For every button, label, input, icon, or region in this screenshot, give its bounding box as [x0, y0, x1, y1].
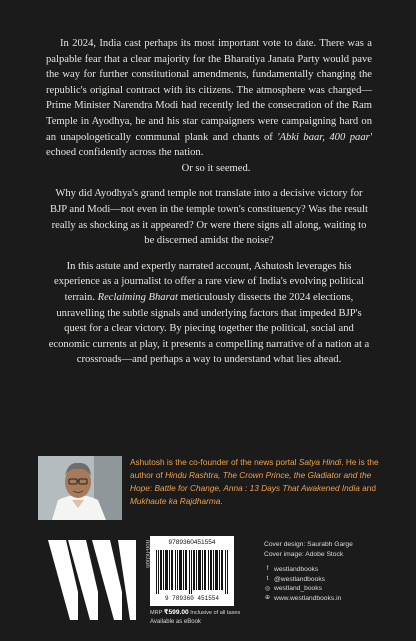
blurb-text: In this astute and expertly narrated account, Ashutosh leverages his experience as a journalist to offer a rare view of India's evolving political terrain. — [54, 260, 364, 303]
book-title: Reclaiming Bharat — [97, 291, 178, 303]
blurb-line: echoed confidently across the nation. — [46, 147, 204, 159]
bio-text: . He is the author of — [130, 457, 379, 480]
genre-label: non-fiction — [144, 540, 150, 568]
isbn-number: 9789360451554 — [168, 539, 216, 546]
blurb-line: In 2024, India cast perhaps its most important vote to date. — [60, 38, 317, 49]
cover-design-credit: Cover design: Saurabh Garge — [264, 541, 353, 548]
ebook-note: Available as eBook — [150, 619, 201, 625]
credits — [264, 540, 394, 604]
mrp-label: MRP — [150, 610, 163, 616]
blurb-line: Or so it seemed. — [181, 162, 251, 174]
globe-icon: ⊕ — [264, 595, 271, 602]
barcode — [150, 536, 234, 606]
website-url: www.westlandbooks.in — [274, 594, 342, 602]
blurb-text: meticulously dissects the 2024 elections, unravelling the subtle signals and underlying factors that impeded BJP's quest for a clear victory. By piecing together the political, social and economic currents at play, it presents a compelling narrative of a nation at a crossroads—and perhaps a way to understand what lies ahead. — [48, 291, 370, 366]
twitter-icon: t — [266, 576, 269, 583]
social-links — [264, 565, 394, 603]
book-title: Mukhaute ka Rajdharma — [130, 496, 221, 506]
social-twitter[interactable] — [264, 575, 394, 585]
blurb-paragraph-3 — [46, 259, 372, 368]
social-handle: @westlandbooks — [274, 575, 326, 583]
bio-text: Ashutosh is the co-founder of the news portal — [130, 457, 299, 467]
bio-text: . — [220, 496, 223, 506]
author-bio — [130, 456, 380, 508]
blurb-paragraph-2: Why did Ayodhya's grand temple not translate into a decisive victory for BJP and Modi—not even in the temple town's constituency? Was the result really as shocking as it appeared? Or were there signs all along, waiting to be discerned amidst the noise? — [50, 188, 368, 247]
instagram-icon: ◎ — [264, 585, 271, 592]
price-line — [150, 608, 240, 616]
blurb-line: There was a palpable fear that a clear majority for the Bharatiya Janata Party would pave the way for further constitutional amendments, fundamentally changing the republic's original contract with its citizens. The atmosphere was charged—Prime Minister Narendra Modi had recently led the consecration of the Ram Temple in Ayodhya, he and his star campaigners were campaigning hard on an unapologetically communal plank and chants of — [46, 38, 372, 143]
social-instagram[interactable] — [264, 584, 394, 594]
facebook-icon: f — [266, 566, 269, 573]
social-handle: westlandbooks — [274, 566, 319, 574]
price-value: ₹599.00 — [163, 609, 189, 616]
social-handle: westland_books — [274, 585, 322, 593]
cover-image-credit: Cover image: Adobe Stock — [264, 550, 344, 558]
bio-text: and — [359, 483, 377, 493]
portal-name: Satya Hindi — [298, 457, 342, 467]
tax-note: Inclusive of all taxes — [190, 610, 241, 616]
blurb-paragraph-1 — [46, 36, 372, 176]
westland-logo — [48, 540, 136, 620]
book-title: Battle for Change, Anna : 13 Days That Awakened India — [154, 483, 360, 493]
social-website[interactable] — [264, 594, 394, 604]
author-bio-section — [38, 456, 378, 520]
book-title: Hindu Rashtra, The Crown Prince, the Gladiator and the Hope — [130, 470, 372, 493]
bio-text: : — [149, 483, 155, 493]
isbn-digits: 9 789360 451554 — [164, 595, 219, 602]
author-photo — [38, 456, 122, 520]
blurb — [46, 36, 372, 378]
social-facebook[interactable] — [264, 565, 394, 575]
slogan-quote: 'Abki baar, 400 paar' — [277, 131, 372, 143]
barcode-bars — [154, 550, 230, 594]
